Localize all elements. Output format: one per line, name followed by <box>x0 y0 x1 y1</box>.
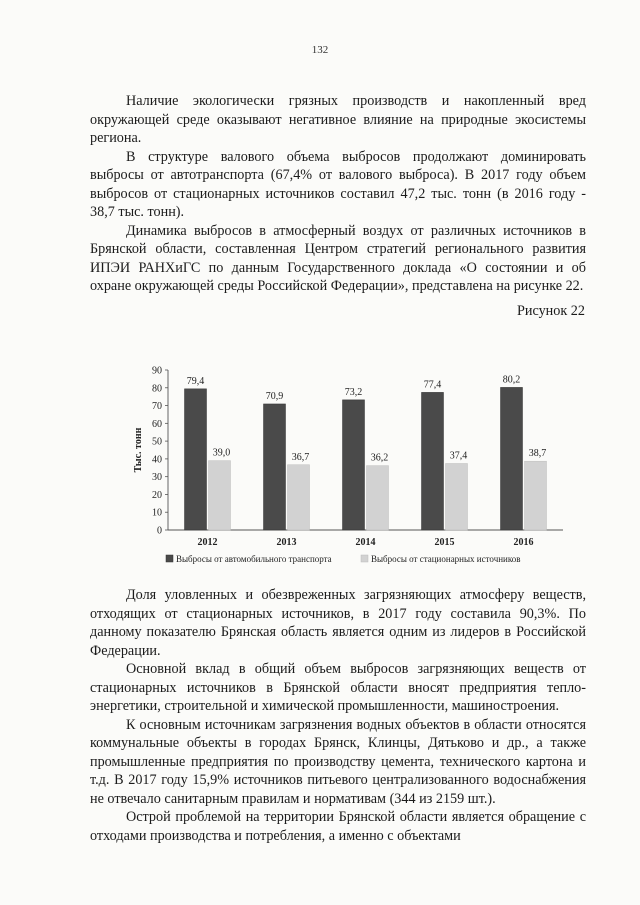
y-tick-label: 0 <box>157 525 162 537</box>
data-label: 36,2 <box>370 452 389 464</box>
bar-stationary-2015 <box>446 464 468 530</box>
text-block-top <box>90 92 586 296</box>
text-block-bottom <box>90 586 586 845</box>
data-label: 37,4 <box>449 450 468 462</box>
y-tick-label: 90 <box>152 365 162 377</box>
paragraph: В структуре валового объема выбросов продолжают доминировать выбросы от автотранспорта (67,4% от валового выброса). В 2017 году объем выбросов от стационарных источников составил 47,2 тыс. тонн (в 2016 году - 38,7 тыс. тонн). <box>90 148 586 220</box>
bar-chart <box>128 360 568 575</box>
y-tick-label: 10 <box>152 507 162 519</box>
bar-vehicle-2012 <box>185 389 207 530</box>
y-tick-label: 80 <box>152 383 162 395</box>
y-tick-label: 20 <box>152 489 162 501</box>
y-tick-label: 60 <box>152 418 162 430</box>
y-tick-label: 30 <box>152 472 162 484</box>
figure-caption: Рисунок 22 <box>516 303 585 319</box>
bar-vehicle-2014 <box>343 400 365 530</box>
y-axis-label: Тыс. тонн <box>133 427 144 473</box>
bar-vehicle-2013 <box>264 404 286 530</box>
y-tick-label: 70 <box>152 401 162 413</box>
bar-stationary-2013 <box>288 465 310 530</box>
data-label: 70,9 <box>265 390 284 402</box>
paragraph: К основным источникам загрязнения водных объектов в области относятся коммунальные объекты в городах Брянск, Клинцы, Дятьково и др., а также промышленные предприятия по производству цемента, технического картона и т.д. В 2017 году 15,9% источников питьевого централизованного водоснабжения не отвечало санитарным правилам и нормативам (344 из 2159 шт.). <box>90 716 586 807</box>
x-tick-label: 2016 <box>513 537 534 548</box>
x-tick-label: 2013 <box>276 537 297 548</box>
data-label: 77,4 <box>423 379 442 391</box>
data-label: 73,2 <box>344 386 363 398</box>
legend-label-stationary: Выбросы от стационарных источников <box>371 554 521 564</box>
bar-stationary-2014 <box>367 466 389 530</box>
x-tick-label: 2012 <box>197 537 218 548</box>
page-number: 132 <box>311 44 329 56</box>
y-tick-label: 50 <box>152 436 162 448</box>
bar-vehicle-2015 <box>422 392 444 530</box>
data-label: 36,7 <box>291 451 310 463</box>
data-label: 38,7 <box>528 448 547 460</box>
legend-swatch-stationary <box>361 555 368 562</box>
bar-stationary-2012 <box>209 461 231 530</box>
paragraph: Доля уловленных и обезвреженных загрязняющих атмосферу веществ, отходящих от стационарных источников, в 2017 году составила 90,3%. По данному показателю Брянская область является одним из лидеров в Российской Федерации. <box>90 587 586 659</box>
bar-stationary-2016 <box>525 461 547 530</box>
paragraph: Наличие экологически грязных производств и накопленный вред окружающей среде оказывают негативное влияние на природные экосистемы региона. <box>90 93 586 146</box>
data-label: 80,2 <box>502 374 521 386</box>
paragraph: Динамика выбросов в атмосферный воздух от различных источников в Брянской области, составленная Центром стратегий регионального развития ИПЭИ РАНХиГС по данным Государственного доклада «О состоянии и об охране окружающей среды Российской Федерации», представлена на рисунке 22. <box>90 222 586 294</box>
paragraph: Основной вклад в общий объем выбросов загрязняющих веществ от стационарных источников в Брянской области вносят предприятия тепло-энергетики, строительной и химической промышленности, машиностроения. <box>90 661 586 714</box>
chart-svg <box>128 360 568 575</box>
bar-vehicle-2016 <box>501 387 523 530</box>
legend-label-vehicle: Выбросы от автомобильного транспорта <box>176 554 332 564</box>
paragraph: Острой проблемой на территории Брянской области является обращение с отходами производства и потребления, а именно с объектами <box>90 809 586 844</box>
data-label: 39,0 <box>212 447 231 459</box>
x-tick-label: 2014 <box>355 537 376 548</box>
x-tick-label: 2015 <box>434 537 455 548</box>
data-label: 79,4 <box>186 375 205 387</box>
y-tick-label: 40 <box>152 454 162 466</box>
legend-swatch-vehicle <box>166 555 173 562</box>
